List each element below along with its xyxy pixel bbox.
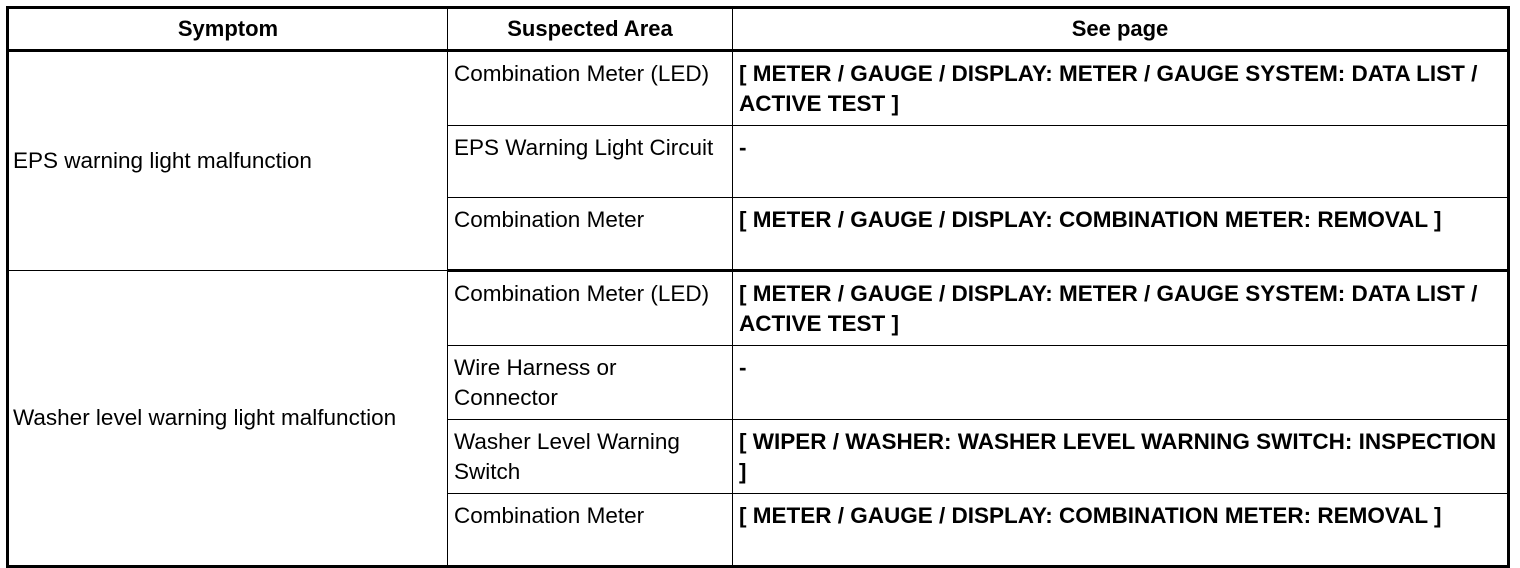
header-see-page: See page <box>733 8 1509 51</box>
header-symptom: Symptom <box>8 8 448 51</box>
suspected-area-cell: Wire Harness or Connector <box>448 346 733 420</box>
see-page-link[interactable]: [ METER / GAUGE / DISPLAY: COMBINATION METER: REMOVAL ] <box>733 494 1509 567</box>
suspected-area-cell: EPS Warning Light Circuit <box>448 126 733 198</box>
see-page-link[interactable]: [ METER / GAUGE / DISPLAY: METER / GAUGE SYSTEM: DATA LIST / ACTIVE TEST ] <box>733 51 1509 126</box>
suspected-area-cell: Combination Meter <box>448 198 733 271</box>
see-page-link[interactable]: [ WIPER / WASHER: WASHER LEVEL WARNING SWITCH: INSPECTION ] <box>733 420 1509 494</box>
see-page-link[interactable]: [ METER / GAUGE / DISPLAY: COMBINATION METER: REMOVAL ] <box>733 198 1509 271</box>
table-row <box>8 51 1509 126</box>
symptom-cell: EPS warning light malfunction <box>8 51 448 271</box>
header-row <box>8 8 1509 51</box>
symptom-cell: Washer level warning light malfunction <box>8 271 448 567</box>
suspected-area-cell: Washer Level Warning Switch <box>448 420 733 494</box>
symptom-table <box>6 6 1510 568</box>
see-page-cell: - <box>733 346 1509 420</box>
suspected-area-cell: Combination Meter <box>448 494 733 567</box>
see-page-link[interactable]: [ METER / GAUGE / DISPLAY: METER / GAUGE SYSTEM: DATA LIST / ACTIVE TEST ] <box>733 271 1509 346</box>
suspected-area-cell: Combination Meter (LED) <box>448 51 733 126</box>
header-suspected-area: Suspected Area <box>448 8 733 51</box>
table-row <box>8 271 1509 346</box>
suspected-area-cell: Combination Meter (LED) <box>448 271 733 346</box>
see-page-cell: - <box>733 126 1509 198</box>
